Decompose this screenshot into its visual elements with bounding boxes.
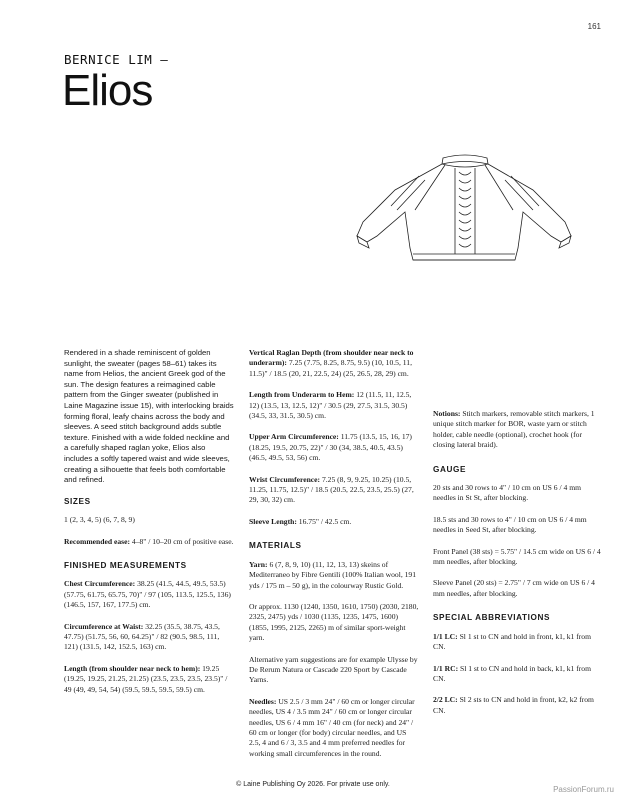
measurement-value: 16.75" / 42.5 cm.: [296, 516, 352, 526]
intro-text: Rendered in a shade reminiscent of golden sunlight, the sweater (pages 58–61) takes its name from Helios, the ancient Greek god of the sun. The design features a reimagined cable pattern from the Ginger sweater (published in Laine Magazine issue 15), with interlocking braids forming floral, leafy chains across the body and sleeves. A seed stitch background adds subtle texture. Finished with a wide folded neckline and a carefully shaped raglan yoke, Elios also includes a softly tapered waist and wide sleeves, creating a silhouette that feels both comfortable and refined.: [64, 348, 234, 485]
abbreviation-value: Sl 1 st to CN and hold in front, k1, k1 from CN.: [433, 631, 591, 652]
sizes-list: 1 (2, 3, 4, 5) (6, 7, 8, 9): [64, 515, 135, 525]
ease-value: 4–8" / 10–20 cm of positive ease.: [130, 536, 234, 546]
measurement-waist: [64, 622, 234, 653]
yarn-label: Yarn:: [249, 559, 268, 569]
yarn-value: 6 (7, 8, 9, 10) (11, 12, 13, 13) skeins of Mediterraneo by Fibre Gentili (100% Italian wool, 191 yds / 175 m – 50 g), in the colourway Rustic Gold.: [249, 559, 417, 590]
abbreviation-item: [433, 632, 603, 653]
measurement-value: 11.75 (13.5, 15, 16, 17) (18.25, 19.5, 20.75, 22)" / 30 (34, 38.5, 40.5, 43.5) (46.5, 49.5, 53, 56) cm.: [249, 432, 412, 463]
measurement-underarm-to-hem: [249, 390, 419, 421]
needles-value: US 2.5 / 3 mm 24" / 60 cm or longer circular needles, US 4 / 3.5 mm 24" / 60 cm or longer circular needles, US 6 / 4 mm 16" / 40 cm (for neck) and 24" / 60 cm or longer (for body) circular needles, and US 2.5, 4 and 6 / 3, 3.5 and 4 mm preferred needles for working small circumferences in the round.: [249, 696, 415, 758]
measurement-chest: [64, 579, 234, 610]
gauge-heading: GAUGE: [433, 464, 467, 474]
finished-measurements-heading: FINISHED MEASUREMENTS: [64, 560, 187, 570]
designer-name: BERNICE LIM —: [64, 52, 169, 67]
measurement-value: 38.25 (41.5, 44.5, 49.5, 53.5) (57.75, 61.75, 65.75, 70)" / 97 (105, 113.5, 125.5, 136) (146.5, 157, 167, 177.5) cm.: [64, 579, 231, 610]
sizes-heading: SIZES: [64, 496, 91, 506]
abbreviation-label: 1/1 RC:: [433, 663, 459, 673]
measurement-value: 19.25 (19.25, 19.25, 21.25, 21.25) (23.5, 23.5, 23.5, 23.5)" / 49 (49, 49, 54, 54) (59.5, 59.5, 59.5, 59.5) cm.: [64, 663, 228, 694]
measurement-label: Length from Underarm to Hem:: [249, 390, 355, 400]
measurement-value: 7.25 (8, 9, 9.25, 10.25) (10.5, 11.25, 11.75, 12.5)" / 18.5 (20.5, 22.5, 23.5, 25.5) (27, 29, 30, 32) cm.: [249, 474, 414, 505]
materials-notions: [433, 409, 603, 451]
measurement-value: 32.25 (35.5, 38.75, 43.5, 47.75) (51.75, 56, 60, 64.25)" / 82 (90.5, 98.5, 111, 121) (131.5, 142, 152.5, 163) cm.: [64, 621, 220, 652]
measurement-label: Length (from shoulder near neck to hem):: [64, 663, 201, 673]
watermark: PassionForum.ru: [553, 785, 614, 794]
gauge-item: 20 sts and 30 rows to 4" / 10 cm on US 6 / 4 mm needles in St St, after blocking.: [433, 483, 582, 503]
abbreviation-item: [433, 695, 603, 716]
abbreviation-item: [433, 664, 603, 685]
column-3: [433, 346, 603, 727]
measurement-label: Upper Arm Circumference:: [249, 432, 339, 442]
abbreviation-label: 2/2 LC:: [433, 695, 458, 705]
recommended-ease: [64, 537, 234, 547]
measurement-wrist: [249, 475, 419, 506]
measurement-label: Circumference at Waist:: [64, 621, 144, 631]
materials-heading: MATERIALS: [249, 541, 302, 551]
abbreviation-value: Sl 2 sts to CN and hold in front, k2, k2 from CN.: [433, 695, 594, 715]
gauge-item: Sleeve Panel (20 sts) = 2.75" / 7 cm wide on US 6 / 4 mm needles, after blocking.: [433, 578, 595, 598]
column-2: [249, 348, 419, 770]
page-number: 161: [587, 22, 601, 31]
materials-needles: [249, 697, 419, 759]
pattern-title: Elios: [62, 66, 153, 115]
materials-alternatives: Alternative yarn suggestions are for example Ulysse by De Rerum Natura or Cascade 220 Sport by Cascade Yarns.: [249, 654, 418, 685]
measurement-length: [64, 664, 234, 695]
ease-label: Recommended ease:: [64, 536, 131, 546]
measurement-label: Chest Circumference:: [64, 579, 136, 589]
materials-yarn: [249, 560, 419, 591]
sweater-illustration: [355, 150, 575, 270]
needles-label: Needles:: [249, 696, 277, 706]
abbreviation-label: 1/1 LC:: [433, 631, 458, 641]
gauge-item: 18.5 sts and 30 rows to 4" / 10 cm on US 6 / 4 mm needles in Seed St, after blocking.: [433, 514, 587, 535]
column-1: [64, 348, 234, 706]
measurement-sleeve-length: [249, 517, 419, 527]
materials-approx: Or approx. 1130 (1240, 1350, 1610, 1750) (2030, 2180, 2325, 2475) yds / 1030 (1135, 1235, 1475, 1600) (1855, 1995, 2125, 2265) m of similar sport-weight yarn.: [249, 601, 419, 643]
measurement-value: 7.25 (7.75, 8.25, 8.75, 9.5) (10, 10.5, 11, 11.5)" / 18.5 (20, 21, 22.5, 24) (25, 26.5, 28, 29) cm.: [249, 358, 412, 378]
measurement-raglan-depth: [249, 348, 419, 379]
notions-label: Notions:: [433, 409, 461, 418]
measurement-value: 12 (11.5, 11, 12.5, 12) (13.5, 13, 12.5, 12)" / 30.5 (29, 27.5, 31.5, 30.5) (34.5, 33, 31.5, 30.5) cm.: [249, 390, 412, 421]
abbreviations-heading: SPECIAL ABBREVIATIONS: [433, 613, 551, 623]
measurement-label: Vertical Raglan Depth (from shoulder near neck to underarm):: [249, 348, 414, 368]
measurement-upper-arm: [249, 432, 419, 463]
gauge-item: Front Panel (38 sts) = 5.75" / 14.5 cm wide on US 6 / 4 mm needles, after blocking.: [433, 546, 601, 567]
notions-value: Stitch markers, removable stitch markers, 1 unique stitch marker for BOR, waste yarn or stitch holder, cable needle (optional), crochet hook (for closing lateral braid).: [433, 409, 595, 450]
abbreviation-value: Sl 1 st to CN and hold in back, k1, k1 from CN.: [433, 663, 591, 683]
measurement-label: Sleeve Length:: [249, 516, 297, 526]
measurement-label: Wrist Circumference:: [249, 474, 321, 484]
copyright-footer: © Laine Publishing Oy 2026. For private use only.: [236, 781, 390, 788]
needles-continuation-space: [433, 346, 603, 409]
